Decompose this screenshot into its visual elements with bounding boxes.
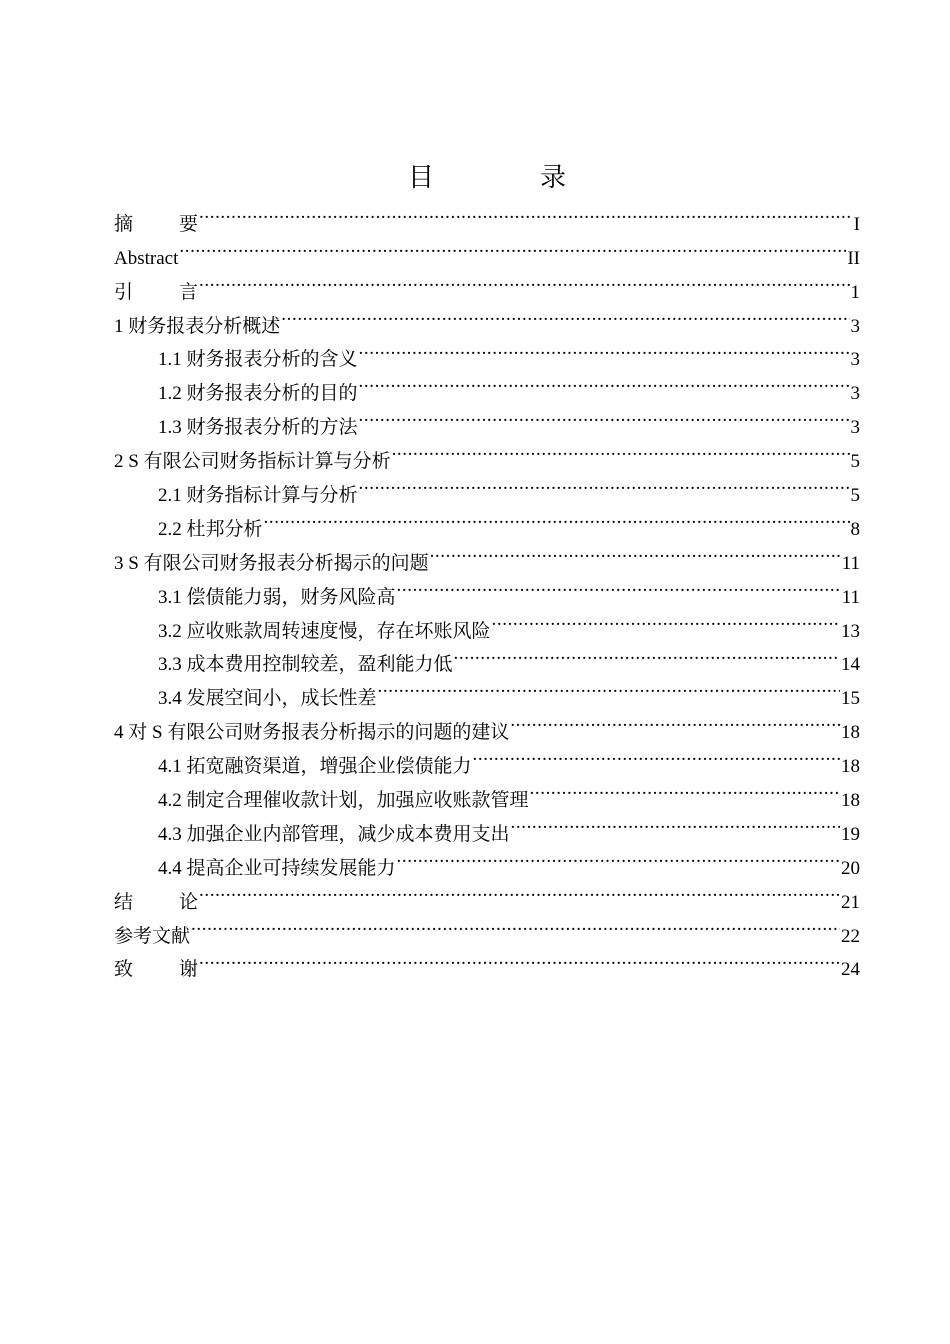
toc-entry-page-number: 3 xyxy=(850,315,860,337)
toc-entry-label: 摘要 xyxy=(114,213,199,235)
toc-entry-label: 2.1 财务指标计算与分析 xyxy=(158,485,358,507)
toc-entry[interactable] xyxy=(114,264,860,303)
toc-entry-page-number: 5 xyxy=(850,485,860,507)
dot-leader xyxy=(454,637,840,671)
dot-leader xyxy=(430,535,841,569)
toc-entry-label: 3.1 偿债能力弱，财务风险高 xyxy=(158,586,396,608)
toc-entry-label: 3.3 成本费用控制较差，盈利能力低 xyxy=(158,654,453,676)
toc-entry-label: 4.4 提高企业可持续发展能力 xyxy=(158,857,396,879)
toc-entry-page-number: 18 xyxy=(841,756,860,778)
dot-leader xyxy=(492,603,840,637)
toc-entry-page-number: 3 xyxy=(850,349,860,371)
toc-entry-page-number: 15 xyxy=(841,688,860,710)
page-title: 目 录 xyxy=(407,163,606,192)
dot-leader xyxy=(378,670,840,704)
toc-entry-page-number: 5 xyxy=(850,451,860,473)
toc-entry-page-number: 13 xyxy=(841,620,860,642)
dot-leader xyxy=(359,332,850,366)
toc-entry-page-number: 1 xyxy=(850,281,860,303)
toc-entry-label: 4 对 S 有限公司财务报表分析揭示的问题的建议 xyxy=(114,722,510,744)
toc-entry-label: 2 S 有限公司财务指标计算与分析 xyxy=(114,451,391,473)
dot-leader xyxy=(473,738,840,772)
toc-entry-page-number: 19 xyxy=(841,823,860,845)
dot-leader xyxy=(359,467,850,501)
dot-leader xyxy=(179,230,846,264)
dot-leader xyxy=(199,942,840,976)
dot-leader xyxy=(397,569,841,603)
toc-list xyxy=(114,196,860,981)
toc-entry-page-number: 21 xyxy=(841,891,860,913)
toc-entry-page-number: 3 xyxy=(850,417,860,439)
toc-entry-label: 1.2 财务报表分析的目的 xyxy=(158,383,358,405)
toc-entry-label: 1.3 财务报表分析的方法 xyxy=(158,417,358,439)
table-of-contents xyxy=(114,160,860,981)
toc-entry-page-number: 18 xyxy=(841,790,860,812)
dot-leader xyxy=(199,196,853,230)
toc-entry-label: 4.2 制定合理催收款计划，加强应收账款管理 xyxy=(158,790,529,812)
toc-entry-page-number: 14 xyxy=(841,654,860,676)
toc-entry[interactable] xyxy=(114,196,860,235)
dot-leader xyxy=(392,433,850,467)
dot-leader xyxy=(359,399,850,433)
dot-leader xyxy=(199,264,849,298)
dot-leader xyxy=(359,365,850,399)
dot-leader xyxy=(530,772,840,806)
dot-leader xyxy=(397,840,840,874)
dot-leader xyxy=(199,874,840,908)
toc-entry-label: 3.4 发展空间小，成长性差 xyxy=(158,688,377,710)
dot-leader xyxy=(281,298,849,332)
toc-entry-page-number: I xyxy=(853,213,860,235)
toc-entry-label: 3.2 应收账款周转速度慢，存在坏账风险 xyxy=(158,620,491,642)
toc-entry-label: 参考文献 xyxy=(114,925,191,947)
toc-entry-label: 1.1 财务报表分析的含义 xyxy=(158,349,358,371)
toc-entry-label: Abstract xyxy=(114,247,179,269)
toc-entry-page-number: 20 xyxy=(841,857,860,879)
toc-entry-page-number: 24 xyxy=(841,959,860,981)
toc-entry-page-number: 8 xyxy=(850,518,860,540)
toc-entry[interactable] xyxy=(114,874,860,913)
dot-leader xyxy=(191,908,840,942)
toc-entry-page-number: 3 xyxy=(850,383,860,405)
toc-entry-label: 4.1 拓宽融资渠道，增强企业偿债能力 xyxy=(158,756,472,778)
toc-entry-page-number: 18 xyxy=(841,722,860,744)
toc-entry-label: 结论 xyxy=(114,891,199,913)
toc-entry-label: 致谢 xyxy=(114,959,199,981)
toc-entry-label: 4.3 加强企业内部管理，减少成本费用支出 xyxy=(158,823,510,845)
toc-entry-page-number: 11 xyxy=(841,552,860,574)
toc-entry[interactable] xyxy=(114,298,860,337)
toc-entry[interactable] xyxy=(114,942,860,981)
dot-leader xyxy=(511,806,840,840)
dot-leader xyxy=(264,501,850,535)
toc-entry[interactable] xyxy=(114,908,860,947)
toc-entry-page-number: 11 xyxy=(841,586,860,608)
dot-leader xyxy=(510,704,840,738)
toc-entry-label: 2.2 杜邦分析 xyxy=(158,518,263,540)
toc-entry-label: 3 S 有限公司财务报表分析揭示的问题 xyxy=(114,552,429,574)
toc-entry-label: 引言 xyxy=(114,281,199,303)
toc-entry-label: 1 财务报表分析概述 xyxy=(114,315,281,337)
toc-entry[interactable] xyxy=(114,230,860,269)
toc-entry-page-number: 22 xyxy=(841,925,860,947)
toc-entry-page-number: II xyxy=(847,247,860,269)
